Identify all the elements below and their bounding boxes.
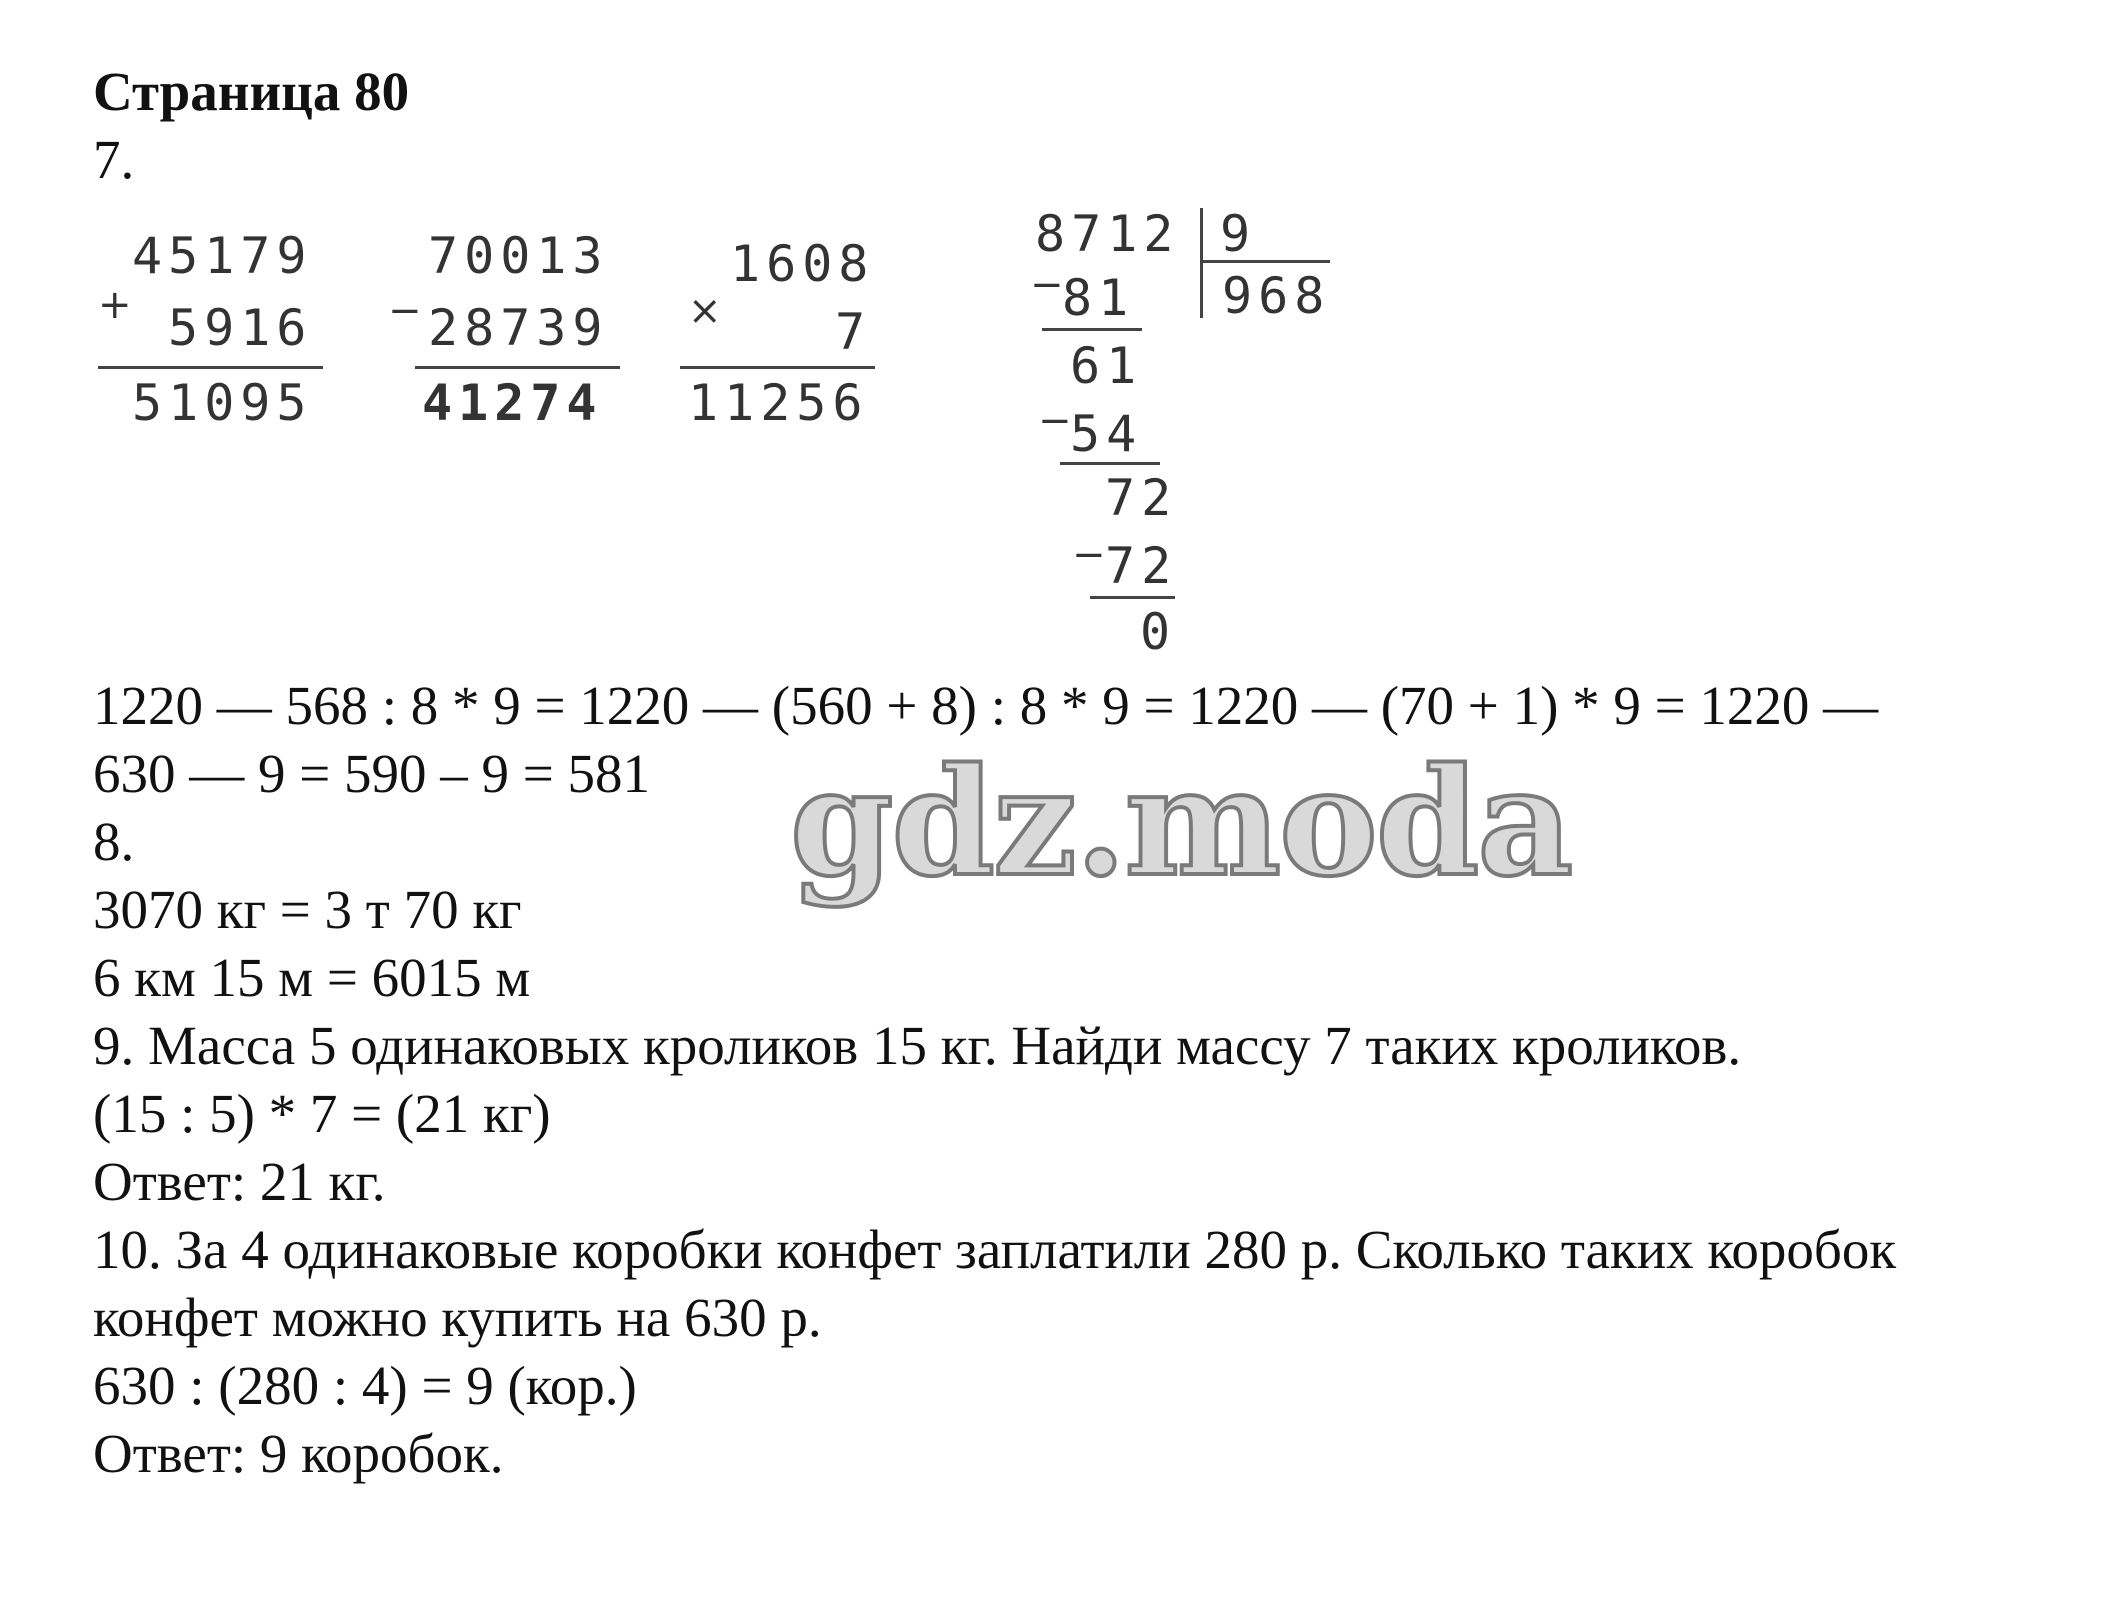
addition-result: 51095 <box>132 374 313 432</box>
multiplication-rule <box>680 366 875 369</box>
subtraction-rule <box>415 366 620 369</box>
task-8-number: 8. <box>93 811 135 872</box>
watermark-logo: gdz.moda <box>790 735 1572 909</box>
multiply-sign: × <box>688 288 722 334</box>
division-dividend: 8712 <box>1035 205 1180 263</box>
task-8-line-2: 6 км 15 м = 6015 м <box>93 947 531 1008</box>
task-8-line-1: 3070 кг = 3 т 70 кг <box>93 879 522 940</box>
division-divisor: 9 <box>1220 205 1257 263</box>
task-10-text-line-2: конфет можно купить на 630 р. <box>93 1287 822 1348</box>
subtraction-operand-2: 28739 <box>428 299 609 357</box>
multiplication-result: 11256 <box>688 374 869 432</box>
task-9-text: 9. Масса 5 одинаковых кроликов 15 кг. Найди массу 7 таких кроликов. <box>93 1015 1742 1076</box>
task-10-text-line-1: 10. За 4 одинаковые коробки конфет заплатили 280 р. Сколько таких коробок <box>93 1219 1897 1280</box>
division-minus-1: − <box>1030 262 1064 308</box>
plus-sign: + <box>98 282 132 328</box>
division-divisor-rule <box>1200 260 1330 263</box>
page-title: Страница 80 <box>93 61 410 122</box>
division-step-2: 61 <box>1070 337 1143 395</box>
division-vertical-bar <box>1200 208 1203 318</box>
subtraction-result: 41274 <box>422 374 603 432</box>
division-minus-3: − <box>1072 532 1106 578</box>
multiplication-operand-2: 7 <box>835 303 872 361</box>
task-7-number: 7. <box>93 129 135 190</box>
division-step-3: 54 <box>1070 405 1143 463</box>
task-10-answer: Ответ: 9 коробок. <box>93 1423 504 1484</box>
minus-sign: − <box>388 288 422 334</box>
division-step-6: 0 <box>1140 603 1177 661</box>
addition-operand-1: 45179 <box>132 227 313 285</box>
expression-line-2: 630 — 9 = 590 – 9 = 581 <box>93 743 651 804</box>
division-step-4: 72 <box>1105 469 1178 527</box>
division-step-1: 81 <box>1062 269 1135 327</box>
division-minus-2: − <box>1038 398 1072 444</box>
division-step-5: 72 <box>1105 537 1178 595</box>
expression-line-1: 1220 — 568 : 8 * 9 = 1220 — (560 + 8) : 8 * 9 = 1220 — (70 + 1) * 9 = 1220 — <box>93 675 1879 736</box>
task-9-answer: Ответ: 21 кг. <box>93 1151 386 1212</box>
division-quotient: 968 <box>1222 267 1331 325</box>
task-9-solution: (15 : 5) * 7 = (21 кг) <box>93 1083 551 1144</box>
division-step-rule-1 <box>1042 328 1142 331</box>
task-10-solution: 630 : (280 : 4) = 9 (кор.) <box>93 1355 637 1416</box>
division-step-rule-2 <box>1060 462 1160 465</box>
multiplication-operand-1: 1608 <box>730 235 875 293</box>
subtraction-operand-1: 70013 <box>428 227 609 285</box>
addition-operand-2: 5916 <box>168 299 313 357</box>
addition-rule <box>98 366 323 369</box>
division-step-rule-3 <box>1090 596 1175 599</box>
